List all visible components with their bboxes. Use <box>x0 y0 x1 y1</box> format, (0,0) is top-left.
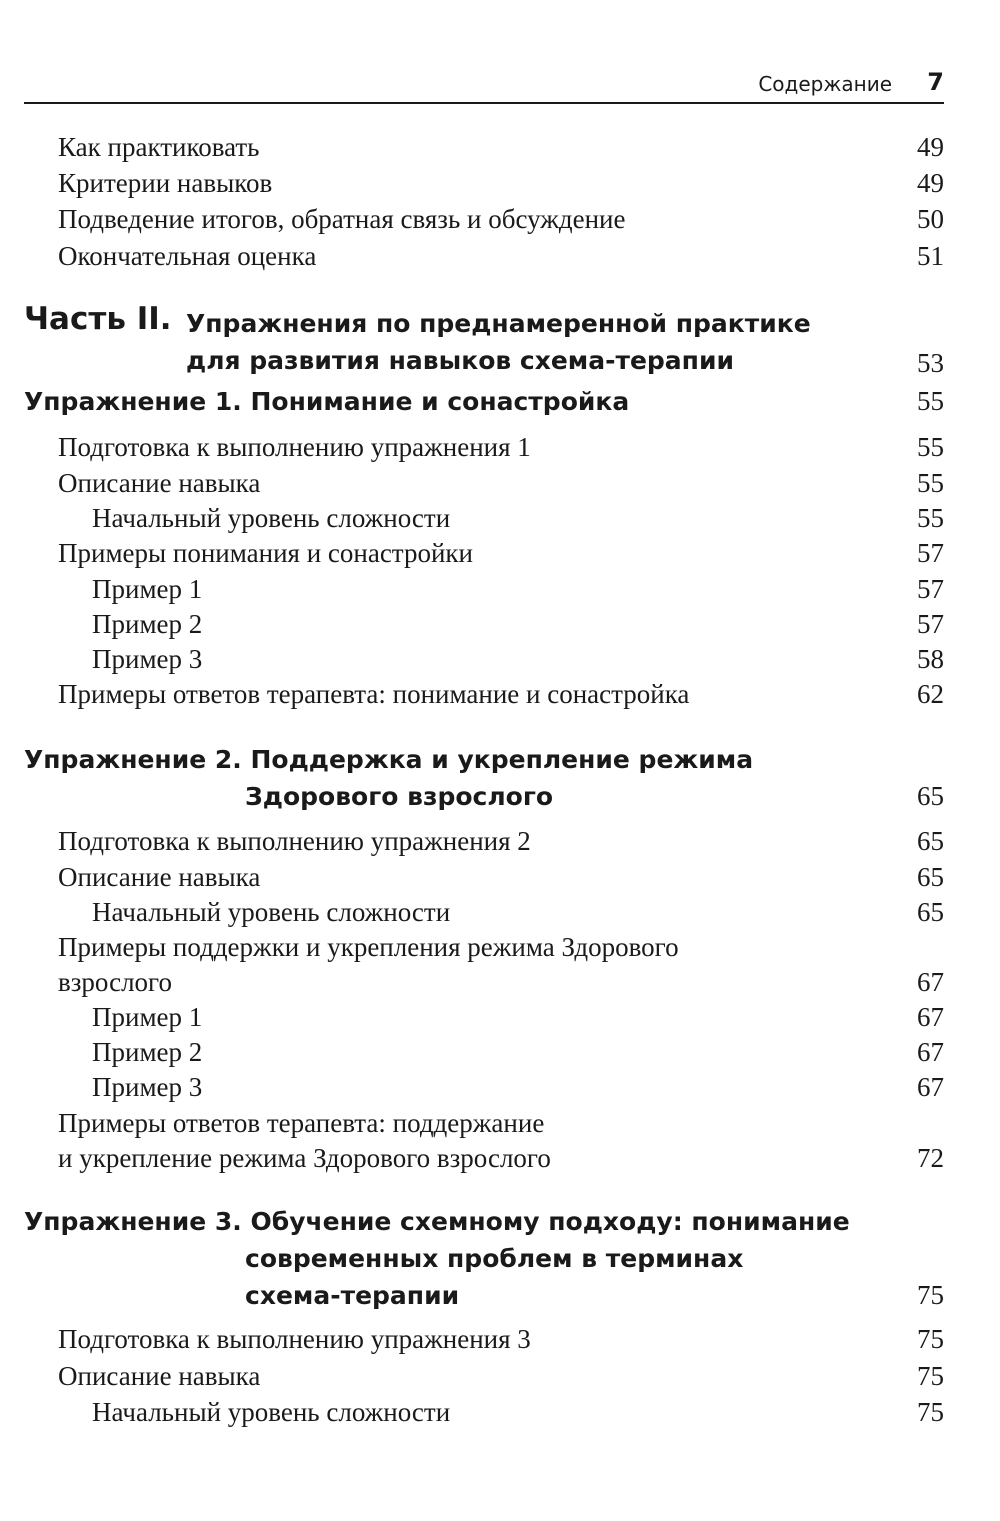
toc-entry[interactable] <box>58 130 944 165</box>
toc-entry-label: Пример 1 <box>92 1002 203 1032</box>
part-prefix: Часть II. <box>24 301 172 337</box>
toc-entry-page: 65 <box>917 781 944 811</box>
toc-entry[interactable] <box>58 824 944 859</box>
toc-chapter-heading[interactable] <box>24 741 944 815</box>
toc-entry-page: 49 <box>917 132 944 162</box>
toc-entry-page: 75 <box>917 1361 944 1391</box>
toc-subentry[interactable] <box>92 895 944 930</box>
toc-entry-page: 55 <box>917 468 944 498</box>
toc-entry-label: Подготовка к выполнению упражнения 2 <box>58 826 531 856</box>
toc-subentry[interactable] <box>92 1035 944 1070</box>
toc-part-heading[interactable] <box>24 301 944 379</box>
toc-entry[interactable] <box>58 860 944 895</box>
toc-entry[interactable] <box>58 536 944 571</box>
toc-entry-page: 75 <box>917 1324 944 1354</box>
toc-entry-page: 65 <box>917 862 944 892</box>
toc-chapter-heading[interactable] <box>24 1203 944 1314</box>
toc-entry-label: Описание навыка <box>58 468 261 498</box>
toc-entry-page: 57 <box>917 538 944 568</box>
toc-entry-label: Пример 3 <box>92 644 203 674</box>
chapter-title-line-2: Здорового взрослого <box>245 782 554 811</box>
page-number: 7 <box>927 68 944 96</box>
toc-entry-label: Пример 1 <box>92 574 203 604</box>
toc-entry-label: Подготовка к выполнению упражнения 3 <box>58 1324 531 1354</box>
toc-subentry[interactable] <box>92 1395 944 1430</box>
part-title-line-2: для развития навыков схема-терапии <box>186 346 734 375</box>
toc-entry[interactable] <box>58 466 944 501</box>
toc-entry-label: Начальный уровень сложности <box>92 1397 451 1427</box>
toc-entry-label: Как практиковать <box>58 132 260 162</box>
chapter-title-line-3: схема-терапии <box>245 1281 460 1310</box>
toc-entry-page: 75 <box>917 1397 944 1427</box>
toc-entry-page: 55 <box>917 432 944 462</box>
toc-entry-label: Начальный уровень сложности <box>92 503 451 533</box>
toc-entry-page: 57 <box>917 574 944 604</box>
toc-entry-label-line-2: и укрепление режима Здорового взрослого <box>58 1143 551 1173</box>
chapter-title-line-1: Поддержка и укрепление режима <box>250 745 754 774</box>
toc-entry-label: Описание навыка <box>58 862 261 892</box>
toc-subentry[interactable] <box>92 572 944 607</box>
toc-entry-page: 49 <box>917 168 944 198</box>
toc-entry-page: 65 <box>917 897 944 927</box>
toc-subentry[interactable] <box>92 501 944 536</box>
toc-entry-page: 65 <box>917 826 944 856</box>
toc-entry-page: 67 <box>917 1037 944 1067</box>
toc-entry[interactable] <box>58 930 944 1000</box>
toc-subentry[interactable] <box>92 1000 944 1035</box>
toc-entry-label: Примеры понимания и сонастройки <box>58 538 473 568</box>
toc-entry-label-line-1: Примеры ответов терапевта: поддержание <box>58 1108 545 1138</box>
toc-entry-label-line-1: Примеры поддержки и укрепления режима Здорового <box>58 932 679 962</box>
toc-entry-page: 62 <box>917 679 944 709</box>
toc-entry[interactable] <box>58 166 944 201</box>
toc-subentry[interactable] <box>92 1070 944 1105</box>
toc-entry-page: 55 <box>917 503 944 533</box>
toc-subentry[interactable] <box>92 642 944 677</box>
chapter-prefix: Упражнение 3. <box>24 1207 242 1236</box>
toc-entry-page: 51 <box>917 241 944 271</box>
toc-entry-page: 50 <box>917 204 944 234</box>
running-head-title: Содержание <box>758 72 892 96</box>
toc-entry-label: Описание навыка <box>58 1361 261 1391</box>
toc-entry[interactable] <box>58 677 944 712</box>
chapter-prefix: Упражнение 1. <box>24 387 242 416</box>
toc-entry[interactable] <box>58 1106 944 1176</box>
toc-entry-page: 57 <box>917 609 944 639</box>
toc-entry[interactable] <box>58 202 944 237</box>
toc-entry-label: Окончательная оценка <box>58 241 317 271</box>
toc-entry[interactable] <box>58 1322 944 1357</box>
toc-entry-label: Подведение итогов, обратная связь и обсуждение <box>58 204 626 234</box>
chapter-title-line-1: Обучение схемному подходу: понимание <box>250 1207 850 1236</box>
toc-subentry[interactable] <box>92 607 944 642</box>
toc-entry-label: Пример 2 <box>92 1037 203 1067</box>
chapter-title: Понимание и сонастройка <box>250 387 630 416</box>
toc-entry-page: 72 <box>917 1143 944 1173</box>
toc-entry-page: 67 <box>917 967 944 997</box>
toc-entry-page: 75 <box>917 1280 944 1310</box>
toc-entry-label: Пример 3 <box>92 1072 203 1102</box>
toc-entry-page: 53 <box>917 348 944 378</box>
toc-chapter-heading[interactable] <box>24 383 944 420</box>
toc-entry[interactable] <box>58 239 944 274</box>
toc-entry-label: Примеры ответов терапевта: понимание и сонастройка <box>58 679 690 709</box>
part-title-line-1: Упражнения по преднамеренной практике <box>186 309 811 338</box>
toc-entry-label: Критерии навыков <box>58 168 273 198</box>
toc-entry-label-line-2: взрослого <box>58 967 172 997</box>
toc-entry[interactable] <box>58 430 944 465</box>
toc-entry-page: 58 <box>917 644 944 674</box>
chapter-title-line-2: современных проблем в терминах <box>245 1244 744 1273</box>
toc-entry-page: 67 <box>917 1002 944 1032</box>
chapter-prefix: Упражнение 2. <box>24 745 242 774</box>
running-head <box>24 68 944 104</box>
toc-entry-page: 55 <box>917 386 944 416</box>
toc-entry-label: Подготовка к выполнению упражнения 1 <box>58 432 531 462</box>
toc-entry[interactable] <box>58 1359 944 1394</box>
toc-entry-page: 67 <box>917 1072 944 1102</box>
toc-entry-label: Пример 2 <box>92 609 203 639</box>
toc-entry-label: Начальный уровень сложности <box>92 897 451 927</box>
